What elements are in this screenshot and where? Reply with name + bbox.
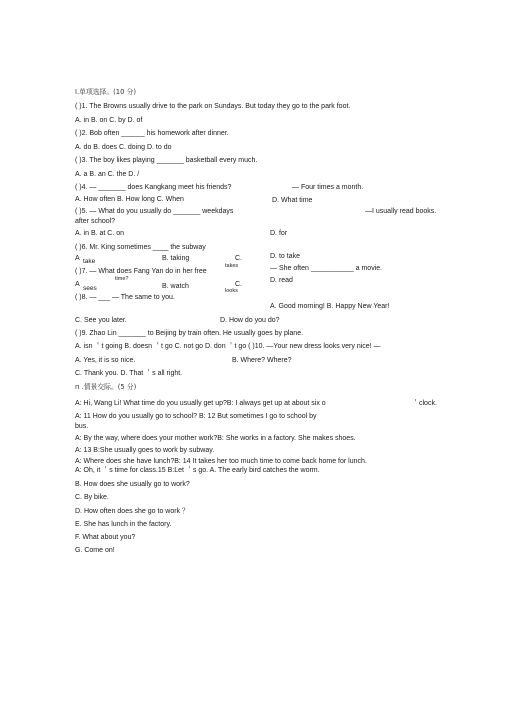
question-10-option-a: A. Yes, it is so nice.	[75, 357, 136, 364]
dialogue-line-1: A: Hi, Wang Li! What time do you usually get up?B: I always get up at about six o	[75, 400, 326, 407]
answer-option-d: D. How often does she go to work ？	[75, 508, 189, 515]
question-7-option-d: D. read	[270, 277, 293, 284]
question-9: ( )9. Zhao Lin _______ to Beijing by train often. He usually goes by plane.	[75, 330, 304, 337]
question-8-options-ab: A. Good morning! B. Happy New Year!	[270, 303, 390, 310]
dialogue-line-4: A: 13 B:She usually goes to work by subway.	[75, 447, 215, 454]
dialogue-line-5: A: Where does she have lunch?B: 14 It takes her too much time to come back home for lunch.	[75, 458, 367, 465]
question-8-option-d: D. How do you do?	[220, 317, 280, 324]
question-7-option-a-text: sees	[83, 285, 97, 292]
question-10-options-cd: C. Thank you. D. That ＇s all right.	[75, 370, 183, 377]
question-5-reply: —I usually read books.	[365, 208, 437, 215]
question-4-reply: — Four times a month.	[292, 184, 364, 191]
question-1: ( )1. The Browns usually drive to the park on Sundays. But today they go to the park foot.	[75, 103, 351, 110]
question-6-option-c: C.	[235, 255, 242, 262]
question-10-option-b: B. Where? Where?	[232, 357, 292, 364]
question-7-option-b: B. watch	[162, 283, 189, 290]
question-7: ( )7. — What does Fang Yan do in her free	[75, 268, 207, 275]
dialogue-line-6: A: Oh, it ＇s time for class.15 B:Let ＇s go. A. The early bird catches the worm.	[75, 467, 320, 474]
question-6-option-a: A	[75, 255, 80, 262]
answer-option-g: G. Come on!	[75, 547, 115, 554]
answer-option-b: B. How does she usually go to work?	[75, 481, 190, 488]
question-5-option-d: D. for	[270, 230, 288, 237]
dialogue-line-2: A: 11 How do you usually go to school? B: 12 But sometimes I go to school by	[75, 413, 317, 420]
section-2-title: п .情景交际。(5 分)	[75, 383, 137, 391]
question-6-option-d: D. to take	[270, 253, 300, 260]
question-7-option-a: A	[75, 281, 80, 288]
question-6-option-a-text: take	[83, 258, 96, 265]
question-6-option-c-text: takes	[225, 263, 239, 269]
question-4: ( )4. — _______ does Kangkang meet his friends?	[75, 184, 232, 191]
dialogue-line-3: A: By the way, where does your mother work?B: She works in a factory. She makes shoes.	[75, 435, 356, 442]
answer-option-c: C. By bike.	[75, 494, 109, 501]
question-5-continued: after school?	[75, 218, 116, 225]
question-2-options: A. do B. does C. doing D. to do	[75, 144, 172, 151]
answer-option-f: F. What about you?	[75, 534, 136, 541]
question-9-options-question-10: A. isn ＇t going B. doesn ＇t go C. not go D. don ＇t go ( )10. —Your new dress looks very nice! —	[75, 343, 381, 350]
question-4-options: A. How often B. How long C. When	[75, 196, 184, 203]
question-7-continued: time?	[115, 276, 129, 282]
question-7-option-c-text: looks	[225, 288, 238, 294]
question-3: ( )3. The boy likes playing _______ basketball every much.	[75, 157, 258, 164]
question-2: ( )2. Bob often ______ his homework after dinner.	[75, 130, 229, 137]
question-5: ( )5. — What do you usually do _______ weekdays	[75, 208, 234, 215]
section-1-title: Ⅰ.单项选择。(10 分)	[75, 88, 137, 96]
dialogue-line-2-end: bus.	[75, 423, 89, 430]
question-7-reply: — She often ___________ a movie.	[270, 265, 383, 272]
question-7-option-c: C.	[235, 281, 242, 288]
question-8-option-c: C. See you later.	[75, 317, 127, 324]
question-5-options: A. in B. at C. on	[75, 230, 125, 237]
question-6-option-b: B. taking	[162, 255, 190, 262]
question-3-options: A. a B. an C. the D. /	[75, 171, 140, 178]
question-8: ( )8. — ___ — The same to you.	[75, 294, 175, 301]
question-1-options: A. in B. on C. by D. of	[75, 117, 143, 124]
question-4-option-d: D. What time	[272, 197, 313, 204]
dialogue-line-1-end: ＇clock.	[412, 400, 437, 407]
question-6: ( )6. Mr. King sometimes ____ the subway	[75, 244, 206, 251]
answer-option-e: E. She has lunch in the factory.	[75, 521, 172, 528]
